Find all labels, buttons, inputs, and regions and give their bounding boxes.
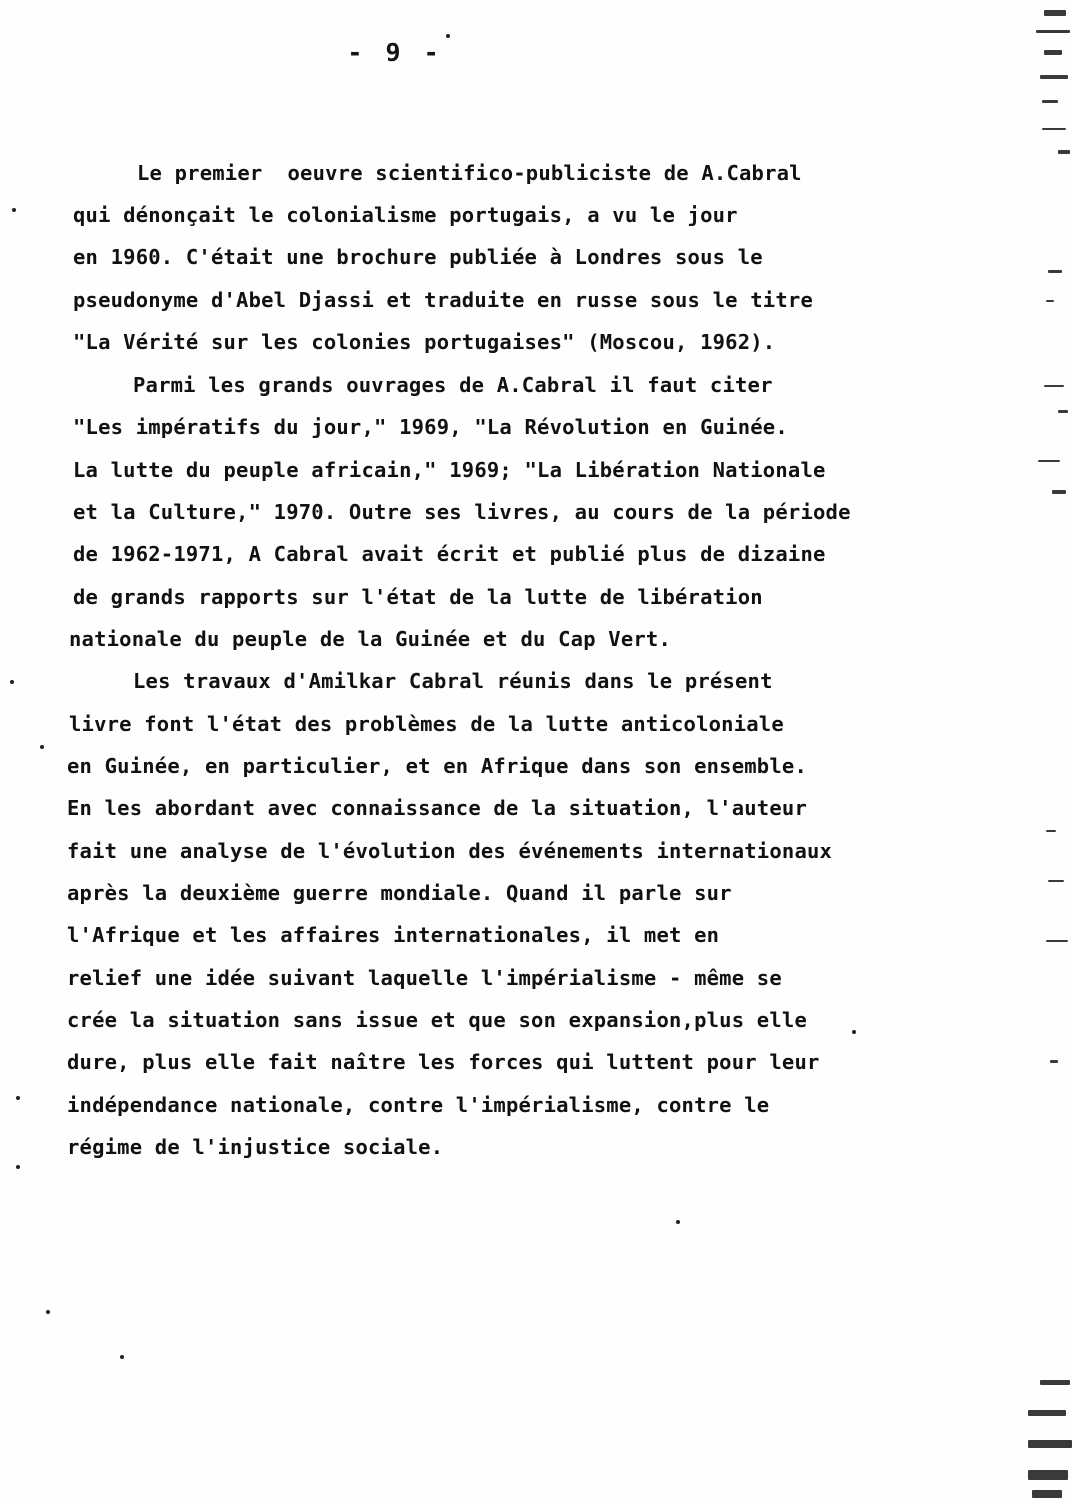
scan-speck [120,1355,124,1359]
text-line: en Guinée, en particulier, et en Afrique dans son ensemble. [67,754,807,778]
text-line: La lutte du peuple africain," 1969; "La Libération Nationale [73,458,826,482]
text-line: Le premier oeuvre scientifico-publiciste de A.Cabral [137,161,802,185]
text-line: nationale du peuple de la Guinée et du Cap Vert. [69,627,672,651]
text-line: indépendance nationale, contre l'impérialisme, contre le [67,1093,770,1117]
scan-speck [46,1310,50,1314]
text-line: qui dénonçait le colonialisme portugais, a vu le jour [73,203,738,227]
text-line: l'Afrique et les affaires internationales, il met en [67,923,720,947]
scan-edge-noise [1022,0,1072,1504]
text-line: dure, plus elle fait naître les forces qui luttent pour leur [67,1050,820,1074]
scan-speck [446,34,450,38]
page-number: - 9 - [347,38,443,67]
text-line: de 1962-1971, A Cabral avait écrit et publié plus de dizaine [73,542,826,566]
scan-speck [12,208,16,212]
text-line: en 1960. C'était une brochure publiée à Londres sous le [73,245,763,269]
text-line: "La Vérité sur les colonies portugaises" (Moscou, 1962). [73,330,776,354]
text-line: après la deuxième guerre mondiale. Quand il parle sur [67,881,732,905]
text-line: "Les impératifs du jour," 1969, "La Révolution en Guinée. [73,415,788,439]
scan-speck [10,680,14,684]
scan-speck [16,1096,20,1100]
scan-speck [676,1220,680,1224]
text-line: livre font l'état des problèmes de la lutte anticoloniale [69,712,784,736]
text-line: et la Culture," 1970. Outre ses livres, au cours de la période [73,500,851,524]
text-line: de grands rapports sur l'état de la lutte de libération [73,585,763,609]
scan-speck [40,745,44,749]
text-line: relief une idée suivant laquelle l'impérialisme - même se [67,966,782,990]
scan-speck [852,1030,856,1034]
text-line: pseudonyme d'Abel Djassi et traduite en russe sous le titre [73,288,813,312]
scan-speck [16,1165,20,1169]
text-line: En les abordant avec connaissance de la situation, l'auteur [67,796,807,820]
text-line: Parmi les grands ouvrages de A.Cabral il faut citer [133,373,773,397]
text-line: crée la situation sans issue et que son expansion,plus elle [67,1008,807,1032]
text-line: régime de l'injustice sociale. [67,1135,444,1159]
text-line: Les travaux d'Amilkar Cabral réunis dans le présent [133,669,773,693]
text-line: fait une analyse de l'évolution des événements internationaux [67,839,833,863]
